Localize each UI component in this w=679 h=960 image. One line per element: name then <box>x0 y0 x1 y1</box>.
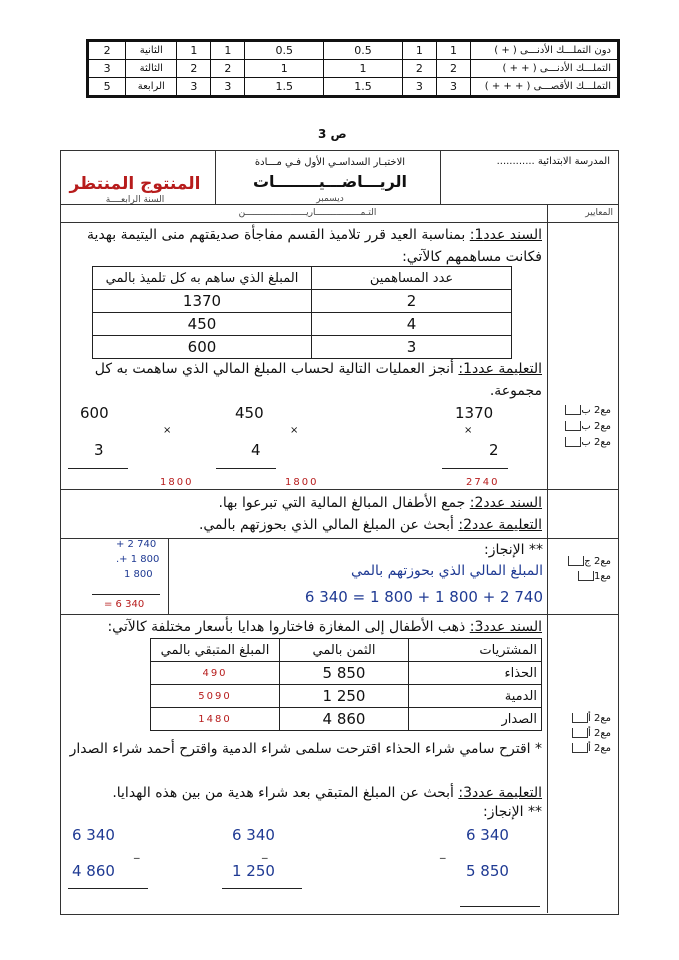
grading-level: الرابعة <box>126 78 177 97</box>
table-cell: 4 860 <box>280 708 409 731</box>
table-cell: 490 <box>151 662 280 685</box>
side-calc-line: .+ 1 800 <box>116 554 160 565</box>
multiply-sign: × <box>290 425 299 436</box>
criterion-item: مع2 أ <box>551 728 611 739</box>
table-cell: 4 <box>312 313 512 336</box>
grading-cell: 2 <box>402 60 436 78</box>
table-header: المبلغ الذي ساهم به كل تلميذ بالمي <box>93 267 312 290</box>
task-1-label: التعليمة عدد1: <box>458 361 542 377</box>
criterion-item: مع2 ب <box>551 437 611 448</box>
table-row <box>93 290 512 313</box>
table-header: عدد المساهمين <box>312 267 512 290</box>
grading-cell: 1 <box>177 41 211 60</box>
op-result: 1800 <box>160 477 194 488</box>
school-name: المدرسة الابتدائية ............ <box>496 156 610 167</box>
table-row <box>151 708 542 731</box>
exercises-heading: التـمـــــــــــــــــاريـــــــــــــــــــــــن <box>238 208 377 218</box>
table-header: الثمن بالمي <box>280 639 409 662</box>
multiply-sign: × <box>163 425 172 436</box>
grading-cell: 1 <box>436 41 470 60</box>
grading-total: 5 <box>88 78 126 97</box>
grading-cell: 3 <box>211 78 245 97</box>
table-cell: 2 <box>312 290 512 313</box>
grading-row <box>88 78 619 97</box>
grading-cell: 1 <box>245 60 324 78</box>
grading-criterion: التملـــك الأقصـــى ( + + + ) <box>471 78 619 97</box>
criterion-item: مع2 ب <box>551 421 611 432</box>
sanad-1-label: السند عدد1: <box>469 227 542 243</box>
grading-table <box>86 39 620 98</box>
note-3: * اقترح سامي شراء الحذاء اقترحت سلمى شراء الدمية واقترح أحمد شراء الصدار <box>69 741 542 757</box>
grading-cell: 2 <box>211 60 245 78</box>
criterion-item: مع2 ج <box>551 556 611 567</box>
sanad-2-label: السند عدد2: <box>469 495 542 511</box>
grading-cell: 3 <box>177 78 211 97</box>
task-3 <box>64 782 542 804</box>
sanad-1-text: بمناسبة العيد قرر تلاميذ القسم مفاجأة صديقتهم منى اليتيمة بهدية فكانت مساهمهم كالآتي: <box>87 227 542 265</box>
exam-title: الاختبـار السداسـي الأول فـي مـــادة <box>254 157 406 168</box>
op-result: 2740 <box>466 477 500 488</box>
table-cell: 600 <box>93 336 312 359</box>
criterion-item: مع1 <box>551 571 611 582</box>
answer-2-equation: 6 340 = 1 800 + 1 800 + 2 740 <box>304 588 543 606</box>
subject-title: الريـــاضـــيــــــــات <box>252 172 408 191</box>
table-cell: 5 850 <box>280 662 409 685</box>
sanad-1 <box>64 224 542 268</box>
grading-cell: 1.5 <box>324 78 403 97</box>
table-cell: 450 <box>93 313 312 336</box>
school-year: السنة الرابعــــة <box>105 195 165 205</box>
sanad-3-label: السند عدد3: <box>469 619 542 635</box>
sub-a: 6 340 <box>466 826 509 844</box>
sanad-3-text: ذهب الأطفال إلى المغازة فاختاروا هدايا بأسعار مختلفة كالآتي: <box>107 619 470 635</box>
op-a: 1370 <box>455 404 494 422</box>
table-header: المشتريات <box>409 639 542 662</box>
grading-criterion: التملـــك الأدنـــى ( + + ) <box>471 60 619 78</box>
table-cell: 1480 <box>151 708 280 731</box>
purchases-table <box>150 638 542 731</box>
exam-month: ديسمبر <box>316 194 344 204</box>
op-a: 600 <box>80 404 109 422</box>
sub-a: 6 340 <box>72 826 115 844</box>
grading-level: الثالثة <box>126 60 177 78</box>
side-calc-result: = 6 340 <box>104 599 145 610</box>
op-b: 3 <box>94 441 104 459</box>
side-calc-line: 1 800 <box>124 569 153 580</box>
grading-total: 3 <box>88 60 126 78</box>
expected-product-title: المنتوج المنتظر <box>69 174 201 194</box>
minus-sign: _ <box>262 846 268 859</box>
grading-cell: 1 <box>402 41 436 60</box>
multiply-sign: × <box>464 425 473 436</box>
answer-2-line: المبلغ المالي الذي بحوزتهم بالمي <box>350 563 543 579</box>
criterion-item: مع2 ب <box>551 405 611 416</box>
minus-sign: _ <box>134 846 140 859</box>
grading-level: الثانية <box>126 41 177 60</box>
task-2 <box>64 514 542 536</box>
grading-cell: 3 <box>402 78 436 97</box>
op-result: 1800 <box>285 477 319 488</box>
table-row <box>151 662 542 685</box>
grading-cell: 2 <box>177 60 211 78</box>
sanad-2 <box>64 492 542 514</box>
grading-cell: 3 <box>436 78 470 97</box>
sanad-2-text: جمع الأطفال المبالغ المالية التي تبرعوا بها. <box>218 495 470 511</box>
answer-3-label: ** الإنجاز: <box>482 804 542 820</box>
task-3-text: أبحث عن المبلغ المتبقي بعد شراء هدية من بين هذه الهدايا. <box>112 785 459 801</box>
criterion-item: مع2 أ <box>551 743 611 754</box>
task-1-text: أنجز العمليات التالية لحساب المبلغ المالي الذي ساهمت به كل مجموعة. <box>94 361 542 399</box>
task-1 <box>64 358 542 402</box>
answer-2-label: ** الإنجاز: <box>483 542 543 558</box>
sub-b: 1 250 <box>232 862 275 880</box>
criteria-heading: المعايير <box>585 208 613 218</box>
grading-criterion: دون التملـــك الأدنـــى ( + ) <box>471 41 619 60</box>
sub-b: 5 850 <box>466 862 509 880</box>
table-row <box>151 685 542 708</box>
table-cell: الحذاء <box>409 662 542 685</box>
grading-cell: 1 <box>211 41 245 60</box>
table-cell: 3 <box>312 336 512 359</box>
task-3-label: التعليمة عدد3: <box>458 785 542 801</box>
task-2-text: أبحث عن المبلغ المالي الذي بحوزتهم بالمي. <box>198 517 459 533</box>
task-2-label: التعليمة عدد2: <box>458 517 542 533</box>
sub-a: 6 340 <box>232 826 275 844</box>
contributions-table <box>92 266 512 359</box>
grading-cell: 2 <box>436 60 470 78</box>
grading-row <box>88 60 619 78</box>
grading-cell: 1 <box>324 60 403 78</box>
grading-row <box>88 41 619 60</box>
table-cell: 1 250 <box>280 685 409 708</box>
side-calc-line: + 2 740 <box>116 539 157 550</box>
op-b: 4 <box>251 441 261 459</box>
table-row <box>93 313 512 336</box>
sanad-3 <box>64 616 542 638</box>
grading-cell: 0.5 <box>324 41 403 60</box>
criterion-item: مع2 أ <box>551 713 611 724</box>
op-b: 2 <box>489 441 499 459</box>
grading-cell: 0.5 <box>245 41 324 60</box>
table-cell: الدمية <box>409 685 542 708</box>
grading-total: 2 <box>88 41 126 60</box>
sub-b: 4 860 <box>72 862 115 880</box>
table-cell: الصدار <box>409 708 542 731</box>
minus-sign: _ <box>440 846 446 859</box>
table-cell: 5090 <box>151 685 280 708</box>
page-label: ص 3 <box>318 127 347 141</box>
op-a: 450 <box>235 404 264 422</box>
table-row <box>93 336 512 359</box>
table-cell: 1370 <box>93 290 312 313</box>
table-header: المبلغ المتبقي بالمي <box>151 639 280 662</box>
grading-cell: 1.5 <box>245 78 324 97</box>
